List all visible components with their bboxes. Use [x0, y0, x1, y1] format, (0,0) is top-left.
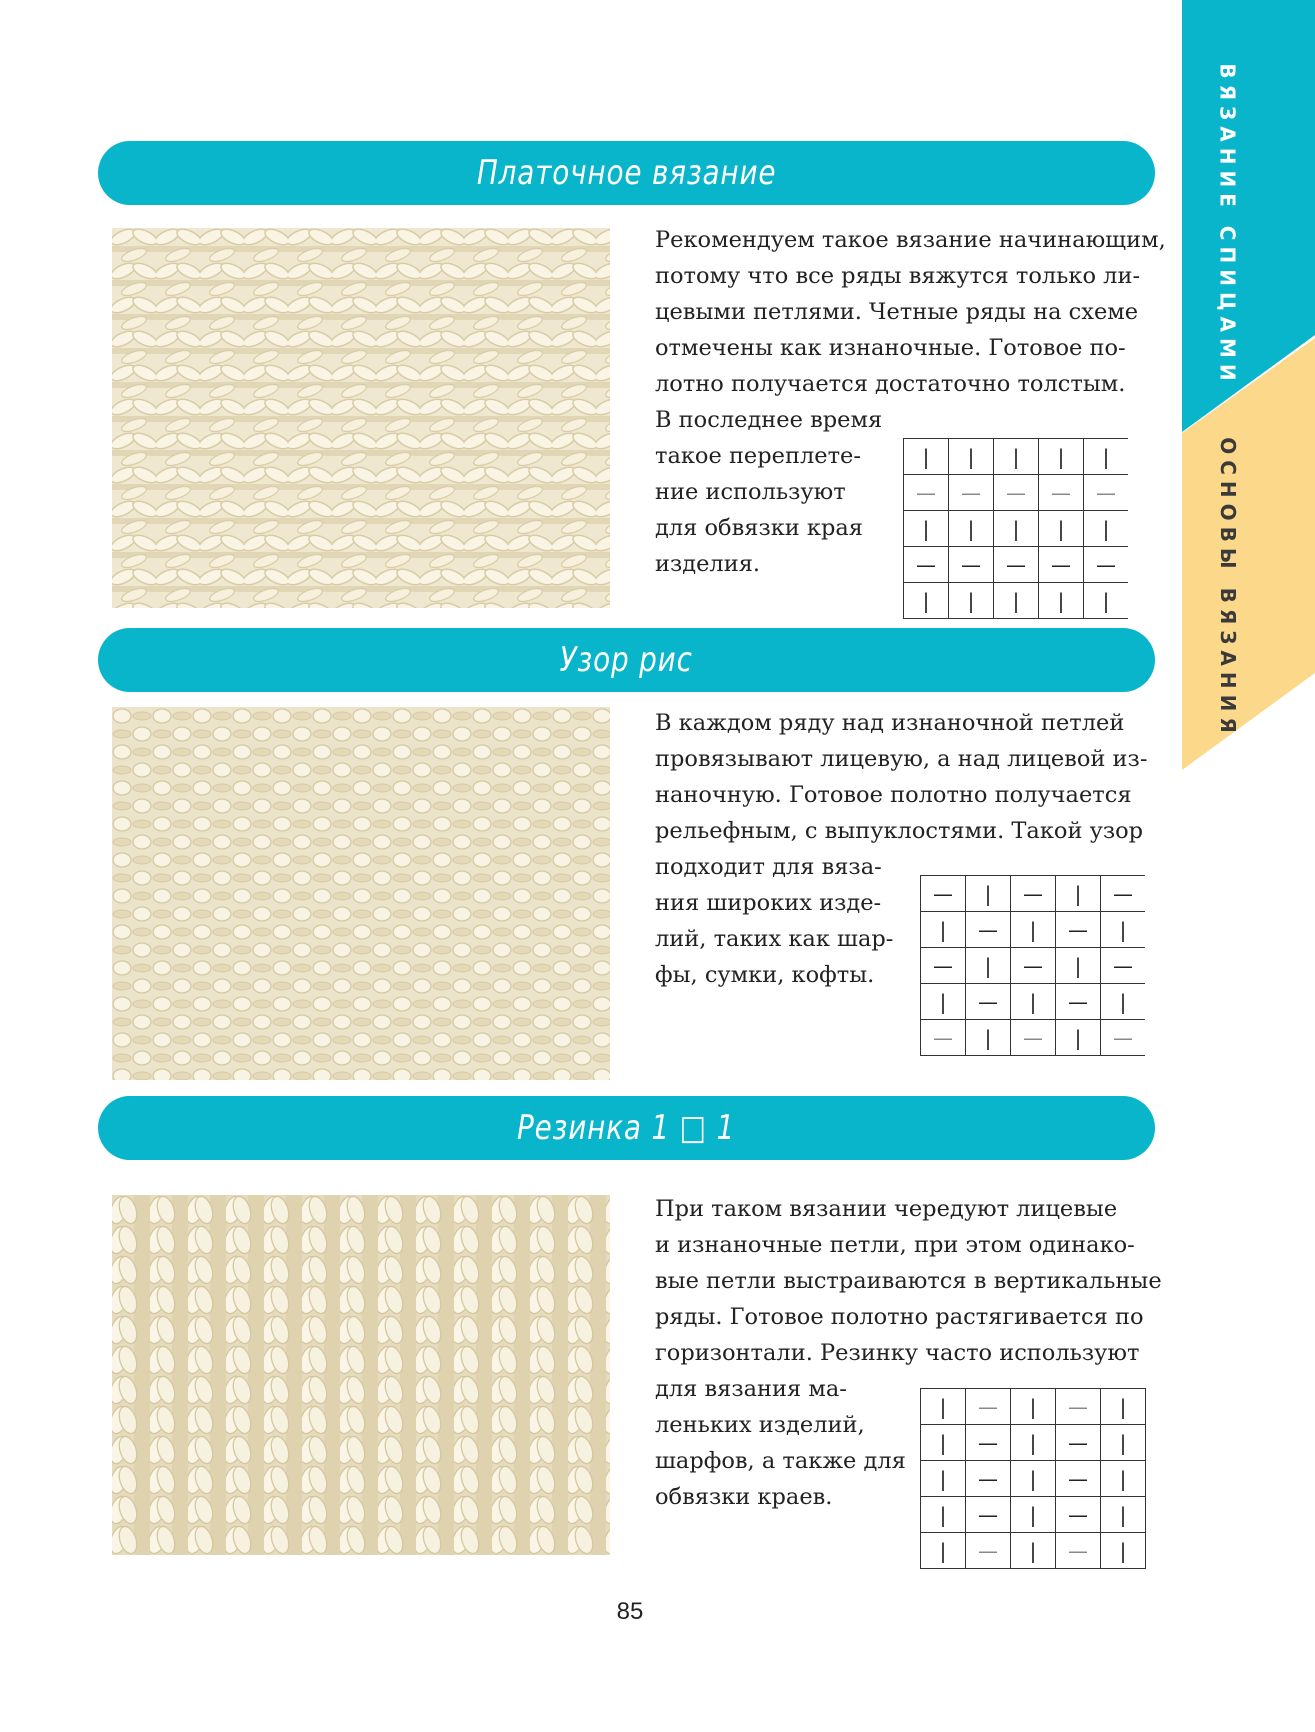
chart-cell: |	[994, 439, 1039, 475]
text-line: Рекомендуем такое вязание начинающим,	[655, 227, 1166, 253]
side-tab-label-knitting: ВЯЗАНИЕ СПИЦАМИ	[1216, 63, 1241, 387]
chart-cell: —	[994, 475, 1039, 511]
seed-stitch-photo	[112, 707, 610, 1080]
text-line: обвязки краев.	[655, 1484, 833, 1510]
text-line: вые петли выстраиваются в вертикальные	[655, 1268, 1162, 1294]
chart-cell: |	[1011, 1425, 1056, 1461]
chart-cell: |	[1101, 912, 1146, 948]
garter-stitch-photo	[112, 228, 610, 608]
text-line: рельефным, с выпуклостями. Такой узор	[655, 818, 1144, 844]
chart-cell: |	[1084, 439, 1129, 475]
text-line: подходит для вяза-	[655, 854, 882, 880]
section-title-garter: Платочное вязание	[476, 153, 777, 193]
chart-cell: |	[1011, 1497, 1056, 1533]
chart-cell: —	[1039, 475, 1084, 511]
chart-cell: |	[904, 583, 949, 619]
chart-cell: —	[966, 1425, 1011, 1461]
chart-cell: —	[1056, 1425, 1101, 1461]
chart-cell: |	[921, 912, 966, 948]
chart-cell: |	[949, 439, 994, 475]
chart-cell: —	[966, 1497, 1011, 1533]
section-title-rib: Резинка 1 □ 1	[517, 1108, 736, 1148]
chart-cell: |	[994, 583, 1039, 619]
chart-cell: |	[949, 583, 994, 619]
chart-cell: |	[904, 439, 949, 475]
chart-cell: |	[1056, 948, 1101, 984]
chart-cell: |	[1101, 1461, 1146, 1497]
chart-cell: —	[994, 547, 1039, 583]
rib-stitch-photo	[112, 1195, 610, 1555]
chart-cell: —	[949, 475, 994, 511]
chart-cell: |	[1084, 511, 1129, 547]
chart-cell: |	[966, 876, 1011, 912]
text-line: При таком вязании чередуют лицевые	[655, 1196, 1118, 1222]
chart-cell: |	[921, 984, 966, 1020]
chart-cell: —	[1101, 948, 1146, 984]
chart-cell: —	[1056, 1497, 1101, 1533]
chart-seed	[920, 875, 1145, 1056]
chart-cell: |	[1011, 912, 1056, 948]
text-line: для вязания ма-	[655, 1376, 847, 1402]
chart-cell: |	[1011, 1461, 1056, 1497]
text-line: и изнаночные петли, при этом одинако-	[655, 1232, 1135, 1258]
side-tab-basics	[1165, 338, 1315, 778]
text-line: изделия.	[655, 551, 761, 577]
chart-cell: —	[1056, 1389, 1101, 1425]
chart-garter	[903, 438, 1128, 619]
chart-cell: —	[921, 948, 966, 984]
page-number: 85	[616, 1598, 644, 1625]
text-line: потому что все ряды вяжутся только ли-	[655, 263, 1141, 289]
chart-cell: —	[904, 475, 949, 511]
chart-cell: —	[904, 547, 949, 583]
chart-cell: —	[1056, 1533, 1101, 1569]
section-title-seed: Узор рис	[559, 640, 694, 680]
chart-cell: |	[1101, 1389, 1146, 1425]
chart-cell: |	[1011, 1533, 1056, 1569]
text-line: ния широких изде-	[655, 890, 882, 916]
chart-cell: —	[1056, 1461, 1101, 1497]
chart-cell: |	[1056, 1020, 1101, 1056]
text-line: леньких изделий,	[655, 1412, 865, 1438]
chart-cell: —	[1039, 547, 1084, 583]
chart-cell: —	[1084, 547, 1129, 583]
chart-cell: |	[1101, 1425, 1146, 1461]
text-line: лотно получается достаточно толстым.	[655, 371, 1126, 397]
chart-cell: |	[1101, 1533, 1146, 1569]
chart-cell: |	[1039, 439, 1084, 475]
chart-cell: —	[1011, 948, 1056, 984]
text-line: провязывают лицевую, а над лицевой из-	[655, 746, 1148, 772]
chart-cell: |	[1039, 583, 1084, 619]
text-line: ряды. Готовое полотно растягивается по	[655, 1304, 1144, 1330]
text-line: такое переплете-	[655, 443, 861, 469]
text-line: В каждом ряду над изнаночной петлей	[655, 710, 1125, 736]
text-line: фы, сумки, кофты.	[655, 962, 875, 988]
chart-cell: —	[966, 984, 1011, 1020]
chart-cell: |	[921, 1497, 966, 1533]
text-line: горизонтали. Резинку часто используют	[655, 1340, 1140, 1366]
chart-cell: |	[949, 511, 994, 547]
chart-cell: |	[1011, 1389, 1056, 1425]
chart-cell: |	[1039, 511, 1084, 547]
chart-cell: —	[1056, 984, 1101, 1020]
chart-cell: |	[904, 511, 949, 547]
chart-cell: —	[966, 1461, 1011, 1497]
section-banner-garter	[98, 141, 1155, 205]
chart-cell: |	[966, 1020, 1011, 1056]
chart-cell: |	[1101, 984, 1146, 1020]
chart-cell: —	[1011, 1020, 1056, 1056]
chart-cell: |	[994, 511, 1039, 547]
section-banner-seed	[98, 628, 1155, 692]
chart-cell: |	[1084, 583, 1129, 619]
chart-cell: —	[966, 912, 1011, 948]
chart-cell: |	[1101, 1497, 1146, 1533]
chart-cell: |	[921, 1425, 966, 1461]
text-line: шарфов, а также для	[655, 1448, 906, 1474]
chart-cell: —	[1011, 876, 1056, 912]
chart-cell: |	[921, 1533, 966, 1569]
chart-cell: |	[921, 1389, 966, 1425]
text-line: для обвязки края	[655, 515, 864, 541]
chart-cell: —	[1101, 1020, 1146, 1056]
text-line: В последнее время	[655, 407, 883, 433]
chart-cell: |	[921, 1461, 966, 1497]
text-line: цевыми петлями. Четные ряды на схеме	[655, 299, 1139, 325]
chart-cell: |	[966, 948, 1011, 984]
text-line: наночную. Готовое полотно получается	[655, 782, 1132, 808]
section-banner-rib	[98, 1096, 1155, 1160]
chart-cell: |	[1056, 876, 1101, 912]
text-line: ние используют	[655, 479, 846, 505]
chart-cell: —	[1101, 876, 1146, 912]
chart-cell: —	[921, 876, 966, 912]
chart-cell: —	[1056, 912, 1101, 948]
chart-cell: —	[966, 1389, 1011, 1425]
chart-cell: —	[949, 547, 994, 583]
text-line: отмечены как изнаночные. Готовое по-	[655, 335, 1126, 361]
chart-cell: |	[1011, 984, 1056, 1020]
chart-cell: —	[921, 1020, 966, 1056]
text-line: лий, таких как шар-	[655, 926, 894, 952]
side-tab-label-basics: ОСНОВЫ ВЯЗАНИЯ	[1216, 437, 1240, 739]
chart-rib	[920, 1388, 1146, 1569]
chart-cell: —	[966, 1533, 1011, 1569]
chart-cell: —	[1084, 475, 1129, 511]
